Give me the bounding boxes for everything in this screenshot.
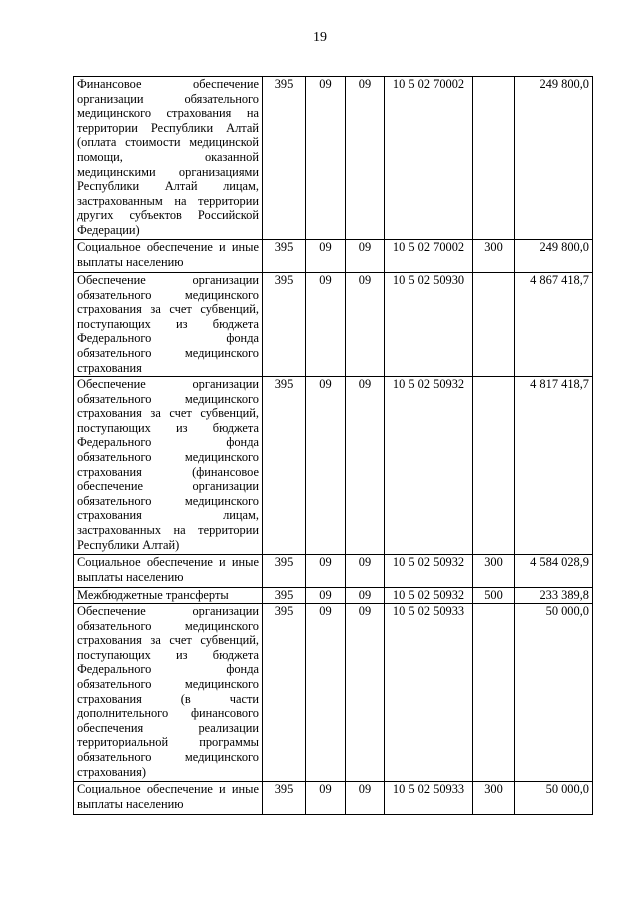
cell-name: Социальное обеспечение и иные выплаты населению <box>74 782 263 815</box>
cell-amount: 50 000,0 <box>515 604 593 782</box>
table-row <box>74 273 593 377</box>
cell-grbs: 395 <box>263 604 306 782</box>
cell-expense-type: 300 <box>473 555 515 588</box>
cell-section: 09 <box>306 604 346 782</box>
cell-section: 09 <box>306 782 346 815</box>
table-row <box>74 77 593 240</box>
cell-grbs: 395 <box>263 273 306 377</box>
cell-target-article: 10 5 02 50933 <box>385 604 473 782</box>
table-row <box>74 240 593 273</box>
cell-amount: 4 867 418,7 <box>515 273 593 377</box>
cell-target-article: 10 5 02 50932 <box>385 588 473 604</box>
cell-amount: 4 584 028,9 <box>515 555 593 588</box>
cell-amount: 249 800,0 <box>515 77 593 240</box>
cell-expense-type: 300 <box>473 782 515 815</box>
cell-amount: 233 389,8 <box>515 588 593 604</box>
page-number: 19 <box>313 30 327 45</box>
cell-target-article: 10 5 02 70002 <box>385 77 473 240</box>
cell-section: 09 <box>306 377 346 555</box>
table-row <box>74 782 593 815</box>
cell-amount: 249 800,0 <box>515 240 593 273</box>
cell-expense-type <box>473 377 515 555</box>
cell-target-article: 10 5 02 50932 <box>385 377 473 555</box>
cell-subsection: 09 <box>346 782 385 815</box>
table-row <box>74 555 593 588</box>
cell-expense-type: 300 <box>473 240 515 273</box>
cell-name: Обеспечение организации обязательного медицинского страхования за счет субвенций, поступающих из бюджета Федерального фонда обязательного медицинского страхования (в части дополнительного финансового обеспечения реализации территориальной программы обязательного медицинского страхования) <box>74 604 263 782</box>
cell-grbs: 395 <box>263 240 306 273</box>
cell-expense-type <box>473 77 515 240</box>
cell-section: 09 <box>306 555 346 588</box>
cell-name: Финансовое обеспечение организации обязательного медицинского страхования на территории Республики Алтай (оплата стоимости медицинской помощи, оказанной медицинскими организациями Республики Алтай лицам, застрахованным на территории других субъектов Российской Федерации) <box>74 77 263 240</box>
cell-target-article: 10 5 02 50933 <box>385 782 473 815</box>
cell-amount: 50 000,0 <box>515 782 593 815</box>
cell-grbs: 395 <box>263 377 306 555</box>
cell-name: Межбюджетные трансферты <box>74 588 263 604</box>
cell-section: 09 <box>306 588 346 604</box>
table-row <box>74 604 593 782</box>
cell-expense-type <box>473 604 515 782</box>
cell-section: 09 <box>306 77 346 240</box>
cell-grbs: 395 <box>263 555 306 588</box>
table-row <box>74 377 593 555</box>
cell-target-article: 10 5 02 50930 <box>385 273 473 377</box>
cell-grbs: 395 <box>263 77 306 240</box>
budget-table <box>73 76 593 815</box>
table-row <box>74 588 593 604</box>
cell-target-article: 10 5 02 70002 <box>385 240 473 273</box>
cell-expense-type: 500 <box>473 588 515 604</box>
cell-subsection: 09 <box>346 377 385 555</box>
cell-subsection: 09 <box>346 77 385 240</box>
cell-grbs: 395 <box>263 782 306 815</box>
cell-section: 09 <box>306 273 346 377</box>
cell-name: Обеспечение организации обязательного медицинского страхования за счет субвенций, поступающих из бюджета Федерального фонда обязательного медицинского страхования (финансовое обеспечение организации обязательного медицинского страхования лицам, застрахованных на территории Республики Алтай) <box>74 377 263 555</box>
cell-target-article: 10 5 02 50932 <box>385 555 473 588</box>
cell-subsection: 09 <box>346 240 385 273</box>
cell-section: 09 <box>306 240 346 273</box>
cell-subsection: 09 <box>346 588 385 604</box>
cell-name: Обеспечение организации обязательного медицинского страхования за счет субвенций, поступающих из бюджета Федерального фонда обязательного медицинского страхования <box>74 273 263 377</box>
cell-amount: 4 817 418,7 <box>515 377 593 555</box>
cell-subsection: 09 <box>346 604 385 782</box>
cell-name: Социальное обеспечение и иные выплаты населению <box>74 240 263 273</box>
cell-name: Социальное обеспечение и иные выплаты населению <box>74 555 263 588</box>
cell-subsection: 09 <box>346 273 385 377</box>
cell-expense-type <box>473 273 515 377</box>
cell-subsection: 09 <box>346 555 385 588</box>
cell-grbs: 395 <box>263 588 306 604</box>
